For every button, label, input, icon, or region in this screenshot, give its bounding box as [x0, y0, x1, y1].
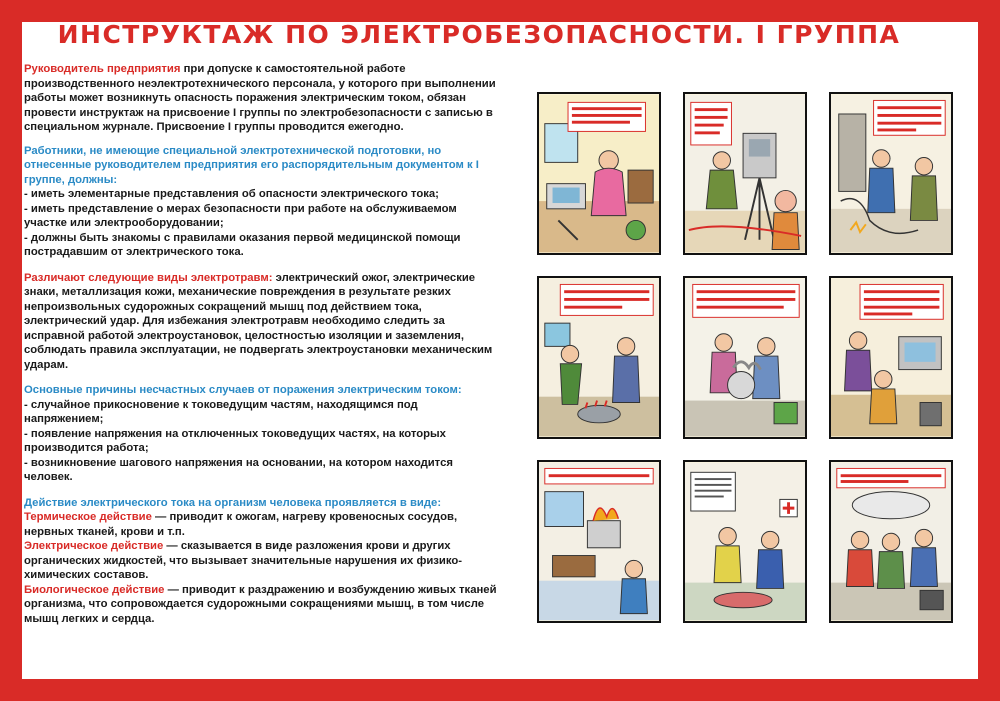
illustration-panel-9 [829, 460, 953, 623]
illustration-panel-4 [537, 276, 661, 439]
workers-section [24, 144, 500, 260]
effect-text: — приводит к ожогам, нагреву кровеносных сосудов, нервных тканей, крови и т.п. [24, 511, 458, 538]
effect-text: — приводит к раздражению и возбуждению живых тканей организма, что сопровождается судорожными сокращениями мышц, в том числе мышц легких и сердца. [24, 583, 497, 625]
injuries-lead: Различают следующие виды электротравм: [24, 271, 273, 284]
causes-item: - появление напряжения на отключенных токоведущих частях, на которых производится работа; [24, 427, 446, 454]
workers-item: - должны быть знакомы с правилами оказания первой медицинской помощи пострадавшим от электрического тока. [24, 231, 461, 258]
illustration-panel-1 [537, 92, 661, 255]
illustration-gallery [513, 70, 943, 610]
cartoon-self-repair [831, 278, 951, 437]
cartoon-report-violations [831, 462, 951, 621]
illustration-panel-3 [829, 92, 953, 255]
effects-heading: Действие электрического тока на организм человека проявляется в виде: [24, 496, 442, 509]
illustration-panel-5 [683, 276, 807, 439]
causes-section [24, 383, 500, 485]
effect-text: — сказывается в виде разложения крови и других органических жидкостей, что вызывает значительные нарушения их физико-химических составов. [24, 540, 463, 581]
cartoon-homemade-equipment [539, 278, 659, 437]
effect-item-thermal [24, 510, 500, 539]
poster-title: ИНСТРУКТАЖ ПО ЭЛЕКТРОБЕЗОПАСНОСТИ. I ГРУППА [57, 20, 901, 49]
injuries-text: электрический ожог, электрические знаки, металлизация кожи, механические повреждения в результате резких непроизвольных судорожных сокращений мышц под действием тока, электрический удар. Для избежания электротравм необходимо следить за исправной работой электроустановок, целостностью изоляции и заземления, соблюдать правила эксплуатации, не подвергать электроустановки механическим ударам. [24, 271, 493, 371]
cartoon-heavy-objects-wires [685, 94, 805, 253]
workers-item: - иметь элементарные представления об опасности электрического тока; [24, 188, 439, 200]
text-column [24, 62, 500, 637]
effects-section [24, 496, 500, 627]
causes-heading: Основные причины несчастных случаев от поражения электрическим током: [24, 384, 462, 396]
intro-paragraph [24, 62, 500, 135]
illustration-panel-6 [829, 276, 953, 439]
illustration-panel-2 [683, 92, 807, 255]
intro-text: при допуске к самостоятельной работе производственного неэлектротехнического персонала, у которого при выполнении работы может возникнуть опасность поражения электрическим током, обязан провести инструктаж на присвоение I группы по электробезопасности с записью в специальном журнале. Присвоение I группы проводится ежегодно. [24, 63, 496, 133]
effect-lead: Биологическое действие [24, 583, 165, 596]
illustration-panel-8 [683, 460, 807, 623]
causes-item: - случайное прикосновение к токоведущим частям, находящимся под напряжением; [24, 398, 418, 425]
causes-item: - возникновение шагового напряжения на основании, на котором находится человек. [24, 456, 453, 483]
cartoon-smoke-sparks [685, 278, 805, 437]
effect-item-biological [24, 583, 500, 627]
effect-item-electric [24, 539, 500, 583]
cartoon-bare-wires [831, 94, 951, 253]
cartoon-unattended-devices-fire [539, 462, 659, 621]
illustration-panel-7 [537, 460, 661, 623]
cartoon-first-aid [685, 462, 805, 621]
cartoon-office-plug-check [539, 94, 659, 253]
intro-lead: Руководитель предприятия [24, 63, 181, 75]
workers-heading: Работники, не имеющие специальной электротехнической подготовки, но отнесенные руководителем предприятия его распорядительным документом к I группе, должны: [24, 144, 479, 186]
effect-lead: Термическое действие [24, 511, 152, 523]
workers-item: - иметь представление о мерах безопасности при работе на обслуживаемом участке или электрооборудовании; [24, 202, 457, 229]
injuries-paragraph [24, 271, 500, 373]
effect-lead: Электрическое действие [24, 540, 164, 552]
